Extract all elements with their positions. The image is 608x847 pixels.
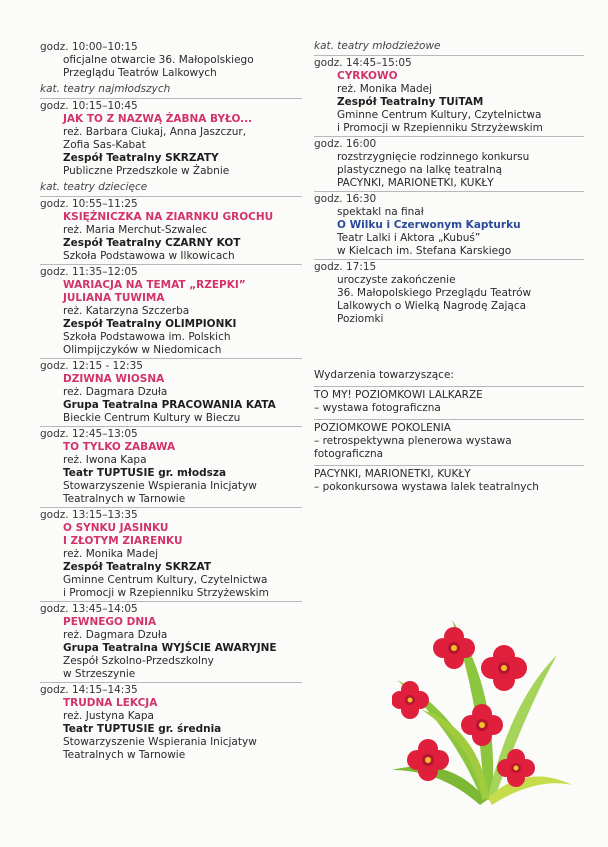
- time-label: godz. 14:15–14:35: [40, 682, 302, 697]
- performance-title: CYRKOWO: [337, 70, 398, 82]
- group-prefix: Zespół Teatralny: [63, 237, 166, 249]
- group-prefix: Zespół Teatralny: [63, 561, 166, 573]
- time-label: godz. 17:15: [314, 259, 584, 274]
- category-label: kat. teatry dziecięce: [40, 181, 148, 193]
- time-label: godz. 12:45–13:05: [40, 426, 302, 441]
- institution-line: Gminne Centrum Kultury, Czytelnictwa: [63, 574, 268, 586]
- group-name: [40, 152, 302, 165]
- side-event-title: PACYNKI, MARIONETKI, KUKŁY: [314, 468, 471, 480]
- performance-title: JAK TO Z NAZWĄ ŻABNA BYŁO...: [63, 113, 253, 125]
- group-name: [314, 96, 584, 109]
- event-line: plastycznego na lalkę teatralną: [337, 164, 503, 176]
- schedule-left-column: [40, 40, 302, 763]
- event-line: Teatr Lalki i Aktora „Kubuś”: [337, 232, 481, 244]
- flower: [481, 645, 527, 691]
- performance-title: KSIĘŻNICZKA NA ZIARNKU GROCHU: [63, 211, 274, 223]
- time-label: godz. 12:15 - 12:35: [40, 358, 302, 373]
- time-label: godz. 13:15–13:35: [40, 507, 302, 522]
- side-event-desc: – retrospektywna plenerowa wystawa: [314, 435, 512, 447]
- event-line: rozstrzygnięcie rodzinnego konkursu: [337, 151, 530, 163]
- event-line: Lalkowych o Wielką Nagrodę Zająca: [337, 300, 527, 312]
- flower: [392, 681, 429, 719]
- institution-line: Publiczne Przedszkole w Żabnie: [63, 165, 230, 177]
- group-prefix: Grupa Teatralna: [63, 642, 162, 654]
- group-name: [40, 399, 302, 412]
- side-event: [314, 419, 584, 461]
- event-line: uroczyste zakończenie: [337, 274, 456, 286]
- side-event: [314, 386, 584, 415]
- institution-line: Zespół Szkolno-Przedszkolny: [63, 655, 214, 667]
- performance-block: [40, 507, 302, 600]
- time-label: godz. 11:35–12:05: [40, 264, 302, 279]
- event-line: Poziomki: [337, 313, 384, 325]
- schedule-right-column: [314, 40, 584, 494]
- director-line: reż. Maria Merchut-Szwalec: [63, 224, 208, 236]
- institution-line: i Promocji w Rzepienniku Strzyżewskim: [63, 587, 269, 599]
- institution-line: Gminne Centrum Kultury, Czytelnictwa: [337, 109, 542, 121]
- director-line: reż. Barbara Ciukaj, Anna Jaszczur,: [63, 126, 247, 138]
- performance-title: I ZŁOTYM ZIARENKU: [63, 535, 183, 547]
- side-event-desc: – pokonkursowa wystawa lalek teatralnych: [314, 481, 539, 493]
- group-title: SKRZATY: [165, 152, 219, 164]
- time-label: godz. 13:45–14:05: [40, 601, 302, 616]
- performance-title: PEWNEGO DNIA: [63, 616, 157, 628]
- performance-block: [40, 98, 302, 178]
- category-label: kat. teatry najmłodszych: [40, 83, 171, 95]
- opening-line: Przeglądu Teatrów Lalkowych: [63, 67, 217, 79]
- flower: [461, 704, 503, 746]
- institution-line: Szkoła Podstawowa w Ilkowicach: [63, 250, 235, 262]
- director-line: Zofia Sas-Kabat: [63, 139, 146, 151]
- institution-line: Olimpijczyków w Niedomicach: [63, 344, 222, 356]
- group-title: WYJŚCIE AWARYJNE: [161, 642, 277, 654]
- performance-block: [40, 426, 302, 506]
- performance-title: TRUDNA LEKCJA: [63, 697, 158, 709]
- performance-block: [40, 196, 302, 263]
- event-line: 36. Małopolskiego Przeglądu Teatrów: [337, 287, 532, 299]
- institution-line: i Promocji w Rzepienniku Strzyżewskim: [337, 122, 543, 134]
- event-line: w Kielcach im. Stefana Karskiego: [337, 245, 512, 257]
- performance-title: WARIACJA NA TEMAT „RZEPKI”: [63, 279, 246, 291]
- time-label: godz. 14:45–15:05: [314, 55, 584, 70]
- side-events-heading: Wydarzenia towarzyszące:: [314, 369, 454, 381]
- time-label: godz. 10:15–10:45: [40, 98, 302, 113]
- event-line: PACYNKI, MARIONETKI, KUKŁY: [337, 177, 494, 189]
- group-prefix: Zespół Teatralny: [63, 152, 166, 164]
- group-title: TUiTAM: [439, 96, 484, 108]
- final-performance-title: O Wilku i Czerwonym Kapturku: [337, 219, 521, 231]
- performance-block: [40, 601, 302, 681]
- group-prefix: Grupa Teatralna: [63, 399, 162, 411]
- director-line: reż. Monika Madej: [337, 83, 432, 95]
- institution-line: w Strzeszynie: [63, 668, 136, 680]
- opening-line: oficjalne otwarcie 36. Małopolskiego: [63, 54, 254, 66]
- group-prefix: Zespół Teatralny: [63, 318, 166, 330]
- group-prefix: Teatr: [63, 723, 97, 735]
- group-name: [40, 642, 302, 655]
- event-block: [314, 259, 584, 326]
- group-title: OLIMPIONKI: [165, 318, 237, 330]
- time-label: godz. 10:55–11:25: [40, 196, 302, 211]
- side-event: [314, 465, 584, 494]
- performance-block: [40, 264, 302, 357]
- performance-title: JULIANA TUWIMA: [63, 292, 165, 304]
- performance-block: [40, 682, 302, 762]
- performance-block: [314, 55, 584, 135]
- event-block: [314, 136, 584, 190]
- group-title: CZARNY KOT: [165, 237, 241, 249]
- director-line: reż. Dagmara Dzuła: [63, 386, 168, 398]
- director-line: reż. Dagmara Dzuła: [63, 629, 168, 641]
- group-name: [40, 561, 302, 574]
- side-event-title: POZIOMKOWE POKOLENIA: [314, 422, 451, 434]
- director-line: reż. Monika Madej: [63, 548, 158, 560]
- director-line: reż. Katarzyna Szczerba: [63, 305, 190, 317]
- performance-title: DZIWNA WIOSNA: [63, 373, 165, 385]
- category-label: kat. teatry młodzieżowe: [314, 40, 441, 52]
- side-event-desc: fotograficzna: [314, 448, 384, 460]
- group-prefix: Zespół Teatralny: [337, 96, 440, 108]
- performance-block: [40, 358, 302, 425]
- group-title: TUPTUSIE gr. średnia: [96, 723, 222, 735]
- director-line: reż. Iwona Kapa: [63, 454, 147, 466]
- time-label: godz. 16:30: [314, 191, 584, 206]
- group-title: PRACOWANIA KATA: [161, 399, 276, 411]
- opening-block: [40, 40, 302, 80]
- event-block: [314, 191, 584, 258]
- director-line: reż. Justyna Kapa: [63, 710, 154, 722]
- institution-line: Teatralnych w Tarnowie: [63, 493, 186, 505]
- performance-title: O SYNKU JASINKU: [63, 522, 169, 534]
- group-prefix: Teatr: [63, 467, 97, 479]
- institution-line: Szkoła Podstawowa im. Polskich: [63, 331, 231, 343]
- institution-line: Teatralnych w Tarnowie: [63, 749, 186, 761]
- group-name: [40, 237, 302, 250]
- side-event-title: TO MY! POZIOMKOWI LALKARZE: [314, 389, 483, 401]
- group-name: [40, 467, 302, 480]
- event-line: spektakl na finał: [337, 206, 424, 218]
- flowers-group: [392, 627, 535, 787]
- time-label: godz. 10:00–10:15: [40, 41, 138, 53]
- group-name: [40, 318, 302, 331]
- group-title: SKRZAT: [165, 561, 211, 573]
- group-title: TUPTUSIE gr. młodsza: [96, 467, 227, 479]
- performance-title: TO TYLKO ZABAWA: [63, 441, 176, 453]
- time-label: godz. 16:00: [314, 136, 584, 151]
- flower-bouquet-illustration: [392, 600, 572, 810]
- institution-line: Bieckie Centrum Kultury w Bieczu: [63, 412, 241, 424]
- side-event-desc: – wystawa fotograficzna: [314, 402, 441, 414]
- institution-line: Stowarzyszenie Wspierania Inicjatyw: [63, 736, 257, 748]
- institution-line: Stowarzyszenie Wspierania Inicjatyw: [63, 480, 257, 492]
- group-name: [40, 723, 302, 736]
